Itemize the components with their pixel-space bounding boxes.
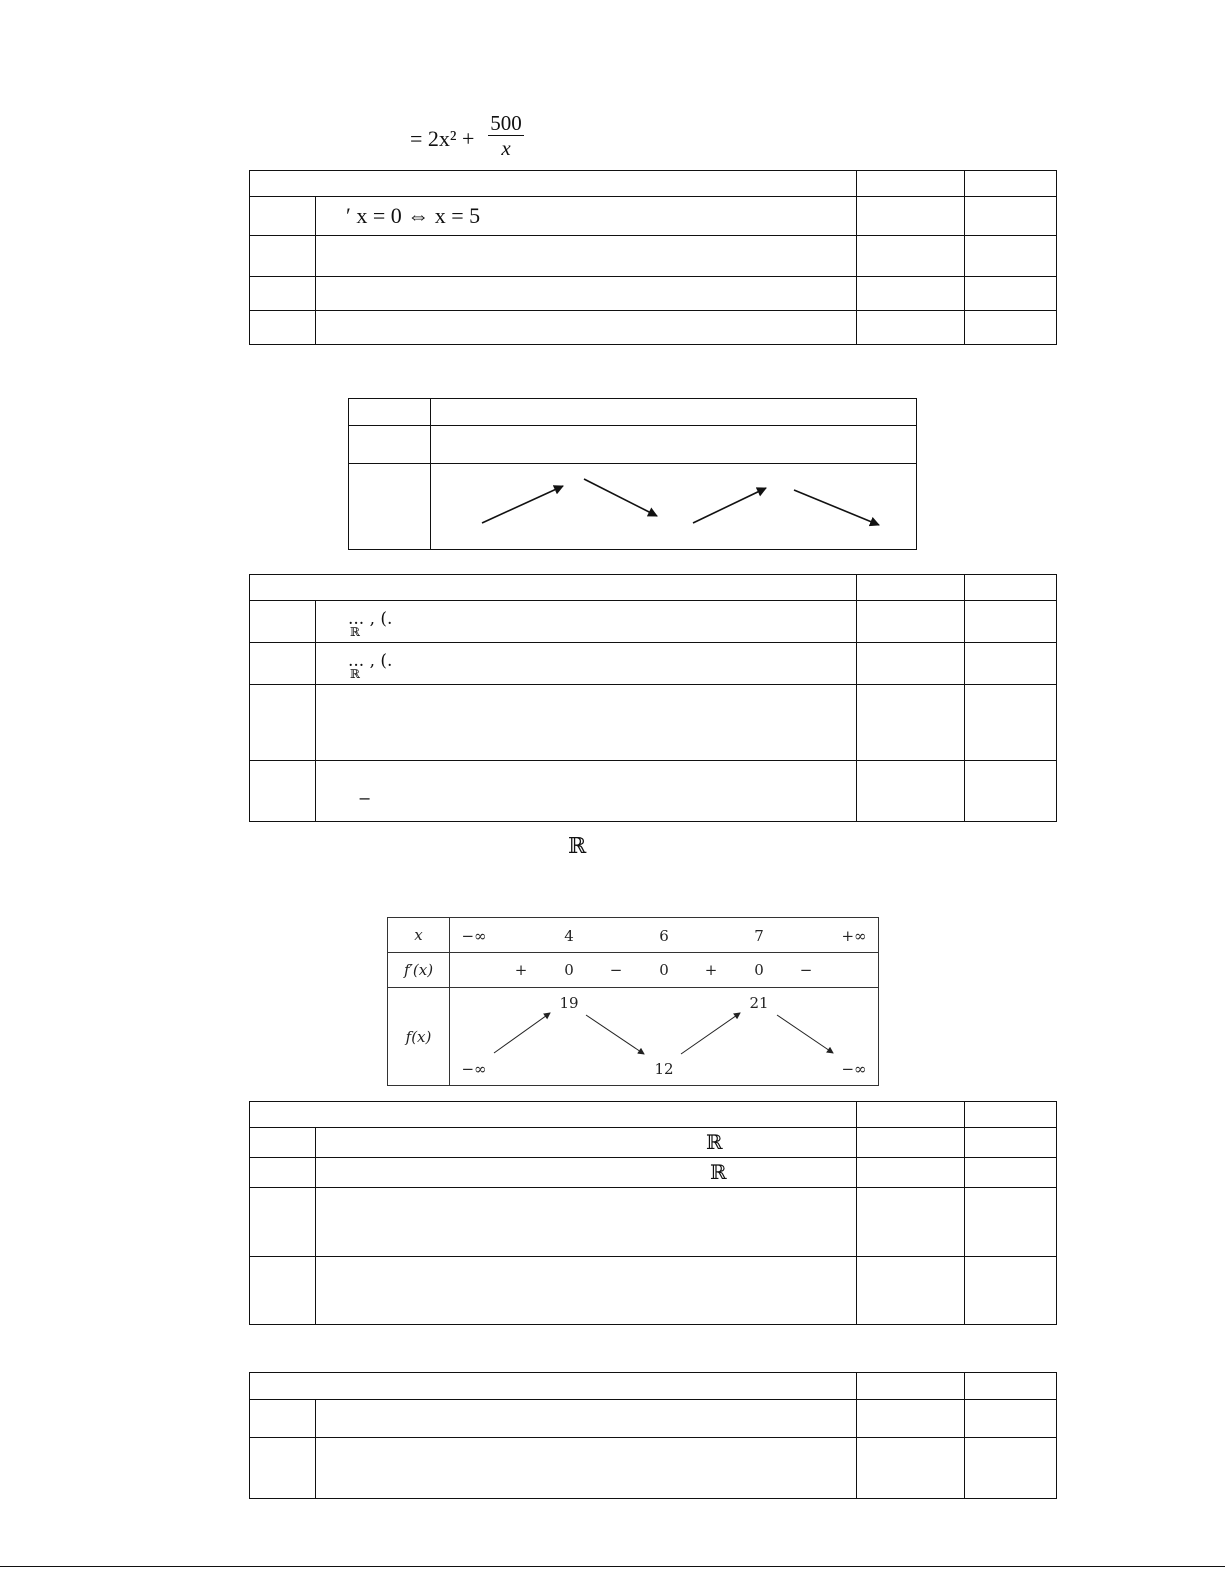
limit-value: −∞	[841, 1060, 867, 1078]
x-value: −∞	[461, 927, 487, 945]
limit-expression: ... , (.	[348, 651, 393, 671]
sign-value: +	[514, 961, 528, 979]
page-bottom-rule	[0, 1566, 1225, 1567]
row-label-derivative: f′(x)	[388, 953, 450, 988]
table-row	[316, 1158, 857, 1188]
sign-value: −	[609, 961, 623, 979]
sign-value: 0	[754, 961, 764, 979]
x-value: 4	[564, 927, 574, 945]
x-value: +∞	[841, 927, 867, 945]
arrow-down-icon	[586, 1015, 644, 1054]
table-row	[316, 1188, 857, 1257]
formula-denominator: x	[501, 136, 511, 160]
limit-subscript: ℝ	[350, 625, 360, 639]
sign-value: 0	[564, 961, 574, 979]
arrow-up-icon	[494, 1013, 550, 1053]
limit-value: −∞	[461, 1060, 487, 1078]
table-row	[316, 1438, 857, 1499]
answer-table-4	[249, 1372, 1057, 1499]
real-numbers-symbol: ℝ	[710, 1160, 727, 1184]
sign-value: +	[704, 961, 718, 979]
arrow-down-icon	[777, 1015, 833, 1053]
row-label-function: f(x)	[388, 988, 450, 1086]
local-max-value: 21	[749, 994, 769, 1012]
answer-table-3	[249, 1101, 1057, 1325]
local-min-value: 12	[654, 1060, 674, 1078]
table-row	[316, 1257, 857, 1325]
formula-lhs: = 2x² +	[410, 126, 475, 151]
x-value: 6	[659, 927, 669, 945]
derivative-statement: ′ x = 0 ⇔ x = 5	[346, 203, 481, 228]
table-row	[316, 1400, 857, 1438]
row-label-x: x	[388, 918, 450, 953]
table-row	[316, 1128, 857, 1158]
real-numbers-symbol: ℝ	[568, 834, 587, 859]
arrow-up-icon	[681, 1013, 740, 1054]
sign-value: 0	[659, 961, 669, 979]
local-max-value: 19	[559, 994, 579, 1012]
sign-value: −	[799, 961, 813, 979]
limit-subscript: ℝ	[350, 667, 360, 681]
minus-sign: −	[358, 789, 372, 808]
real-numbers-symbol: ℝ	[706, 1130, 723, 1154]
x-value: 7	[754, 927, 764, 945]
formula-numerator: 500	[490, 112, 522, 135]
limit-expression: ... , (.	[348, 609, 393, 629]
